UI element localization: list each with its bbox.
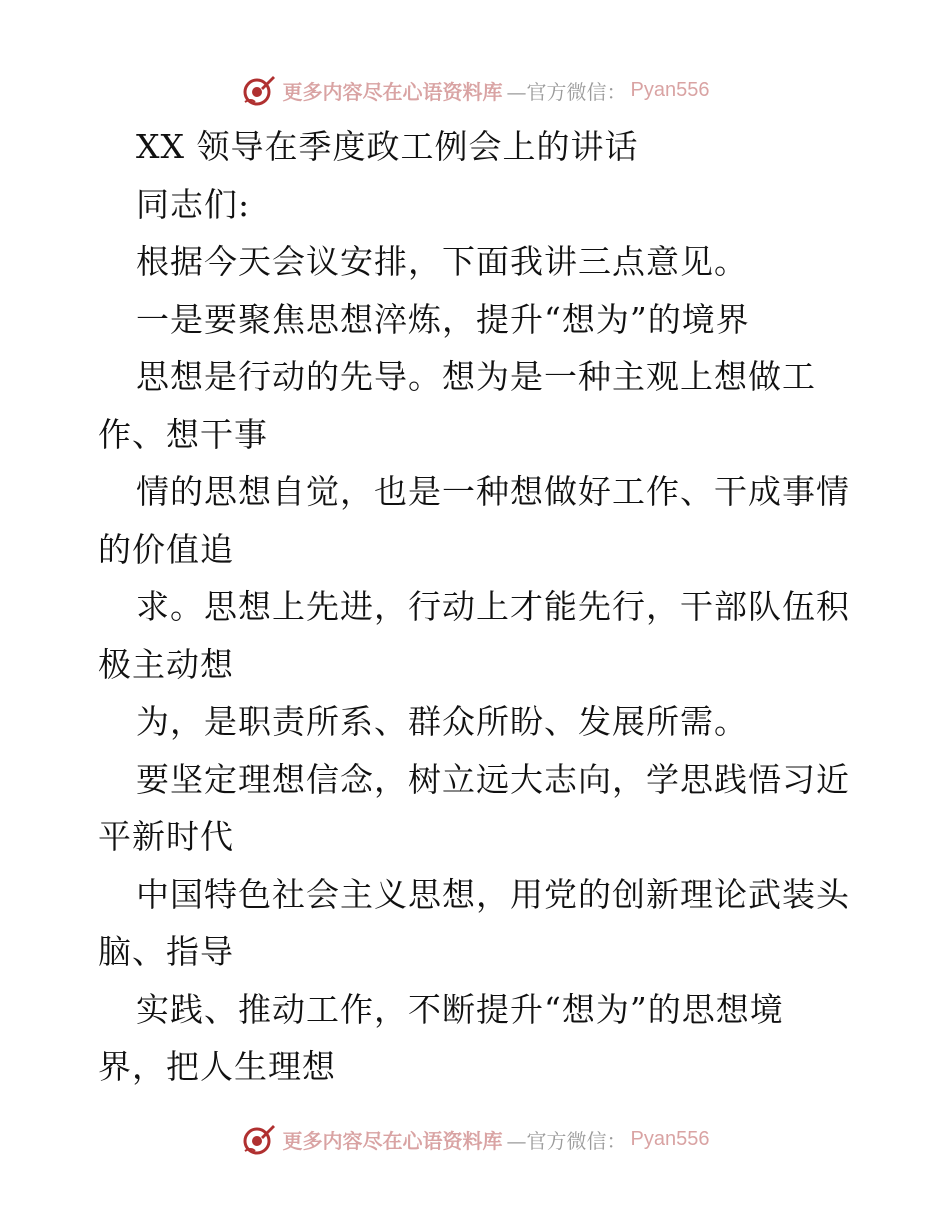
document-title: XX 领导在季度政工例会上的讲话 bbox=[136, 127, 639, 166]
text-line: 的价值追 bbox=[98, 529, 234, 569]
text-line: 脑、指导 bbox=[98, 932, 234, 971]
header-banner-id: Pyan556 bbox=[630, 78, 710, 101]
footer-banner-main: 更多内容尽在心语资料库 bbox=[282, 1128, 503, 1153]
text-line: 要坚定理想信念，树立远大志向，学思践悟习近 bbox=[136, 759, 850, 799]
text-line: 界，把人生理想 bbox=[98, 1047, 336, 1086]
text-line: 极主动想 bbox=[98, 644, 234, 684]
header-banner-main: 更多内容尽在心语资料库 bbox=[282, 79, 503, 104]
footer-banner-id: Pyan556 bbox=[630, 1127, 710, 1150]
text-line: 思想是行动的先导。想为是一种主观上想做工 bbox=[136, 357, 816, 396]
footer-banner-sub: —官方微信： bbox=[506, 1128, 627, 1153]
text-line: 求。思想上先进，行动上才能先行，干部队伍积 bbox=[136, 587, 850, 626]
footer-banner bbox=[0, 1119, 950, 1159]
text-line: 一是要聚焦思想淬炼，提升“想为”的境界 bbox=[136, 299, 750, 339]
document-body bbox=[98, 118, 858, 1096]
pen-logo-icon bbox=[241, 72, 277, 108]
pen-logo-icon bbox=[241, 1121, 277, 1157]
text-line: 情的思想自觉，也是一种想做好工作、干成事情 bbox=[136, 472, 850, 511]
text-line: 同志们: bbox=[136, 184, 251, 224]
text-line: 实践、推动工作，不断提升“想为”的思想境 bbox=[136, 989, 784, 1029]
text-line: 作、想干事 bbox=[98, 414, 268, 454]
text-line: 根据今天会议安排，下面我讲三点意见。 bbox=[136, 242, 748, 281]
header-banner bbox=[0, 70, 950, 110]
header-banner-sub: —官方微信： bbox=[506, 79, 627, 104]
text-line: 平新时代 bbox=[98, 817, 234, 856]
text-line: 中国特色社会主义思想，用党的创新理论武装头 bbox=[136, 874, 850, 914]
text-line: 为，是职责所系、群众所盼、发展所需。 bbox=[136, 702, 748, 741]
